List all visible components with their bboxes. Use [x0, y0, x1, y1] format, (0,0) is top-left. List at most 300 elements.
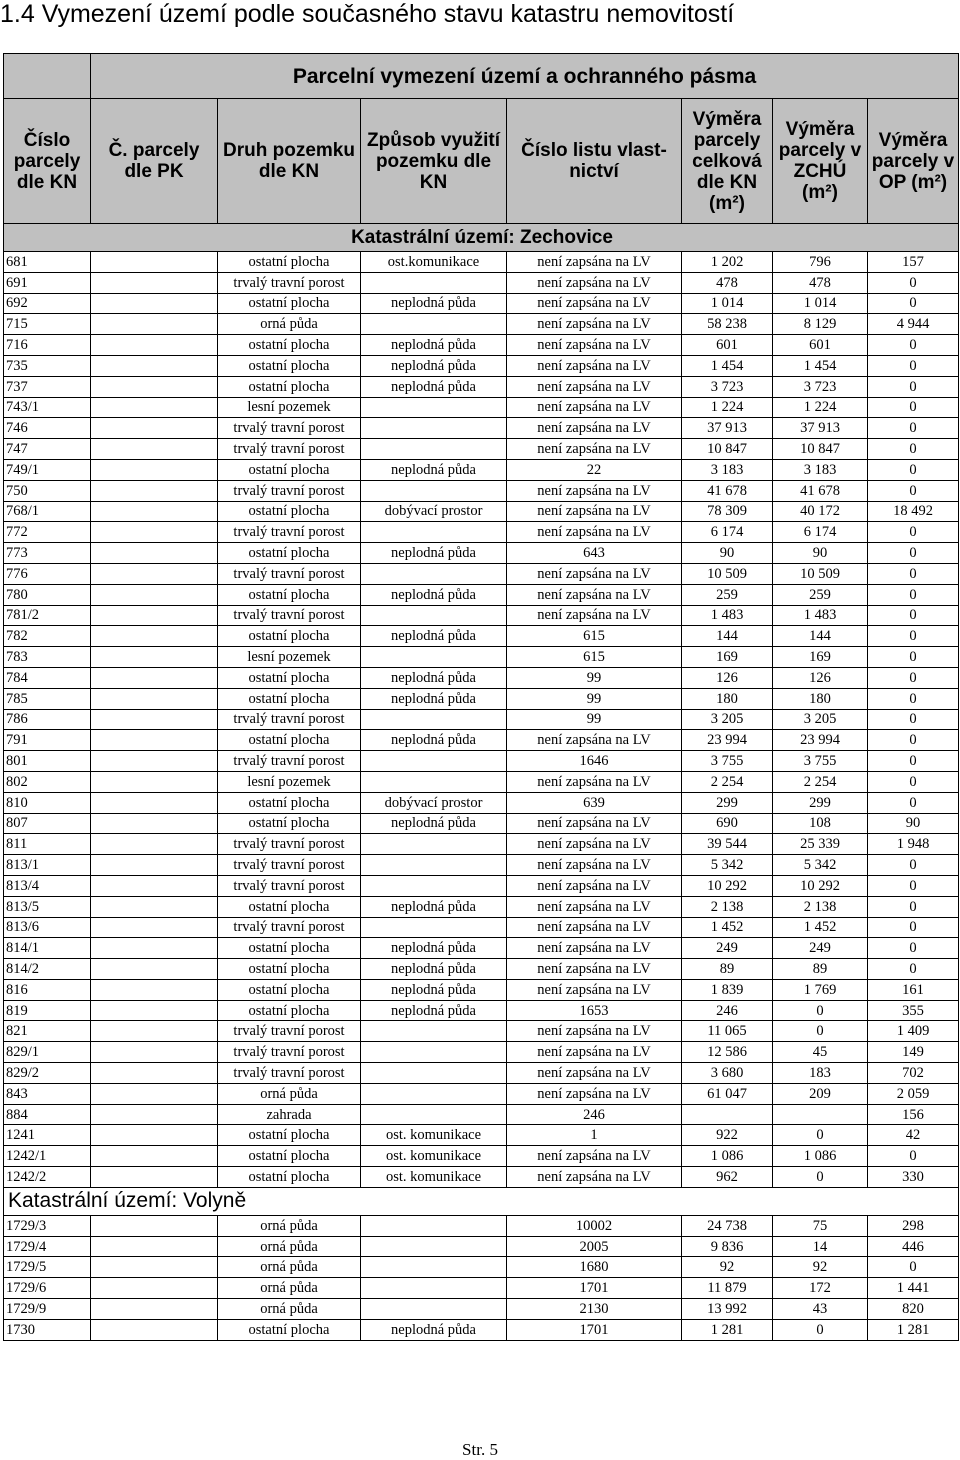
table-cell [682, 1104, 773, 1125]
table-cell: 820 [868, 1299, 959, 1320]
table-cell: není zapsána na LV [507, 959, 682, 980]
table-cell: 773 [4, 543, 91, 564]
table-cell: trvalý travní porost [218, 563, 361, 584]
table-cell: 10 509 [682, 563, 773, 584]
table-cell: 749/1 [4, 459, 91, 480]
table-cell [91, 584, 218, 605]
table-cell: 0 [868, 563, 959, 584]
table-cell: ostatní plocha [218, 688, 361, 709]
table-cell [91, 335, 218, 356]
table-cell: 1729/6 [4, 1278, 91, 1299]
table-cell: 25 339 [773, 834, 868, 855]
table-row [4, 1236, 959, 1257]
section-header [4, 1187, 959, 1215]
header-blank [4, 54, 91, 99]
table-cell: 816 [4, 979, 91, 1000]
table-cell: 299 [682, 792, 773, 813]
col-header-area-op: Výměra parcely v OP (m²) [868, 99, 959, 224]
table-row [4, 626, 959, 647]
table-row [4, 875, 959, 896]
table-cell: 10 292 [773, 875, 868, 896]
table-row [4, 1278, 959, 1299]
table-cell: 0 [868, 397, 959, 418]
table-cell [361, 771, 507, 792]
table-cell: 0 [868, 751, 959, 772]
col-header-parcel-pk: Č. parcely dle PK [91, 99, 218, 224]
table-cell [361, 1215, 507, 1236]
col-header-land-type: Druh pozemku dle KN [218, 99, 361, 224]
table-cell: 157 [868, 252, 959, 273]
table-cell: 183 [773, 1063, 868, 1084]
table-cell [91, 293, 218, 314]
table-cell: 829/1 [4, 1042, 91, 1063]
table-row [4, 917, 959, 938]
table-cell: 42 [868, 1125, 959, 1146]
table-cell [91, 1063, 218, 1084]
table-cell [361, 751, 507, 772]
table-cell: není zapsána na LV [507, 834, 682, 855]
table-cell: 259 [682, 584, 773, 605]
table-cell: 446 [868, 1236, 959, 1257]
table-cell: 821 [4, 1021, 91, 1042]
table-cell: 0 [773, 1319, 868, 1340]
table-cell: 1 409 [868, 1021, 959, 1042]
table-cell: 702 [868, 1063, 959, 1084]
table-cell: ostatní plocha [218, 1000, 361, 1021]
table-cell: zahrada [218, 1104, 361, 1125]
table-cell: 0 [868, 543, 959, 564]
table-cell [361, 917, 507, 938]
table-cell: 246 [507, 1104, 682, 1125]
table-cell: 144 [773, 626, 868, 647]
table-cell [361, 709, 507, 730]
table-row [4, 335, 959, 356]
table-cell: 746 [4, 418, 91, 439]
table-cell: 782 [4, 626, 91, 647]
table-row [4, 584, 959, 605]
table-cell: 10 292 [682, 875, 773, 896]
table-cell: neplodná půda [361, 938, 507, 959]
table-cell: 6 174 [773, 522, 868, 543]
table-cell: není zapsána na LV [507, 1146, 682, 1167]
table-cell [361, 563, 507, 584]
table-cell [91, 459, 218, 480]
section-label: Katastrální území: Volyně [4, 1187, 959, 1215]
table-cell: 172 [773, 1278, 868, 1299]
table-cell: 0 [868, 439, 959, 460]
table-cell: 0 [868, 959, 959, 980]
table-cell: 92 [682, 1257, 773, 1278]
table-cell: 169 [682, 647, 773, 668]
table-cell: není zapsána na LV [507, 1167, 682, 1188]
table-cell: není zapsána na LV [507, 979, 682, 1000]
table-cell [91, 792, 218, 813]
table-cell: ost. komunikace [361, 1146, 507, 1167]
table-cell: 1 014 [773, 293, 868, 314]
table-cell [361, 1083, 507, 1104]
table-cell: ostatní plocha [218, 938, 361, 959]
table-cell: trvalý travní porost [218, 875, 361, 896]
table-header [4, 54, 959, 224]
table-cell: 0 [868, 272, 959, 293]
table-cell: 2 059 [868, 1083, 959, 1104]
table-cell: není zapsána na LV [507, 314, 682, 335]
table-cell: 89 [773, 959, 868, 980]
table-cell: 89 [682, 959, 773, 980]
table-cell [361, 418, 507, 439]
table-cell: není zapsána na LV [507, 418, 682, 439]
table-cell [91, 1215, 218, 1236]
table-cell: 246 [682, 1000, 773, 1021]
table-cell: 45 [773, 1042, 868, 1063]
table-cell: 0 [868, 771, 959, 792]
table-cell: 1 281 [868, 1319, 959, 1340]
table-cell: 0 [868, 376, 959, 397]
table-row [4, 771, 959, 792]
table-cell [91, 688, 218, 709]
table-cell [91, 1146, 218, 1167]
table-cell: 1730 [4, 1319, 91, 1340]
table-row [4, 751, 959, 772]
table-cell: ost.komunikace [361, 252, 507, 273]
table-cell: ostatní plocha [218, 1125, 361, 1146]
table-cell: dobývací prostor [361, 792, 507, 813]
table-row [4, 459, 959, 480]
table-cell: není zapsána na LV [507, 563, 682, 584]
table-cell: 99 [507, 709, 682, 730]
table-cell [91, 1167, 218, 1188]
table-row [4, 730, 959, 751]
table-cell: orná půda [218, 314, 361, 335]
table-cell: ostatní plocha [218, 896, 361, 917]
table-cell: neplodná půda [361, 459, 507, 480]
table-row [4, 709, 959, 730]
table-row [4, 480, 959, 501]
table-cell [91, 1021, 218, 1042]
table-row [4, 272, 959, 293]
table-cell: není zapsána na LV [507, 917, 682, 938]
group-header: Parcelní vymezení území a ochranného pásma [91, 54, 959, 99]
table-cell: 180 [773, 688, 868, 709]
table-row [4, 1125, 959, 1146]
table-cell: neplodná půda [361, 335, 507, 356]
table-cell: 784 [4, 667, 91, 688]
col-header-area-zchu: Výměra parcely v ZCHÚ (m²) [773, 99, 868, 224]
table-cell: dobývací prostor [361, 501, 507, 522]
table-cell: 0 [868, 1146, 959, 1167]
table-cell: neplodná půda [361, 896, 507, 917]
table-row [4, 1083, 959, 1104]
table-cell: 1701 [507, 1278, 682, 1299]
table-cell [91, 397, 218, 418]
table-row [4, 418, 959, 439]
table-cell: není zapsána na LV [507, 272, 682, 293]
table-cell: neplodná půda [361, 293, 507, 314]
table-cell: 3 205 [773, 709, 868, 730]
table-cell: 813/4 [4, 875, 91, 896]
table-cell: 298 [868, 1215, 959, 1236]
table-cell: lesní pozemek [218, 771, 361, 792]
table-row [4, 1146, 959, 1167]
table-cell: orná půda [218, 1278, 361, 1299]
table-cell: 1 086 [773, 1146, 868, 1167]
table-row [4, 834, 959, 855]
table-cell [91, 667, 218, 688]
table-cell: neplodná půda [361, 813, 507, 834]
table-cell [361, 605, 507, 626]
table-cell [91, 418, 218, 439]
table-cell: 692 [4, 293, 91, 314]
table-cell: 2 254 [773, 771, 868, 792]
table-cell: není zapsána na LV [507, 605, 682, 626]
table-cell: 126 [682, 667, 773, 688]
table-cell: 75 [773, 1215, 868, 1236]
table-row [4, 293, 959, 314]
table-cell: trvalý travní porost [218, 709, 361, 730]
table-cell: 41 678 [682, 480, 773, 501]
table-cell: 1729/9 [4, 1299, 91, 1320]
table-cell: 0 [868, 418, 959, 439]
table-cell: 90 [773, 543, 868, 564]
table-row [4, 1042, 959, 1063]
table-cell: 5 342 [773, 855, 868, 876]
table-cell: 716 [4, 335, 91, 356]
table-cell: 299 [773, 792, 868, 813]
table-cell [361, 1299, 507, 1320]
table-cell: 0 [773, 1000, 868, 1021]
table-row [4, 667, 959, 688]
table-cell: 1 769 [773, 979, 868, 1000]
table-cell [91, 917, 218, 938]
table-cell: 58 238 [682, 314, 773, 335]
table-cell: 249 [773, 938, 868, 959]
table-cell: není zapsána na LV [507, 501, 682, 522]
table-cell: trvalý travní porost [218, 751, 361, 772]
table-row [4, 543, 959, 564]
table-cell: ostatní plocha [218, 1167, 361, 1188]
table-cell: ostatní plocha [218, 1146, 361, 1167]
table-cell: 3 183 [682, 459, 773, 480]
table-cell: 781/2 [4, 605, 91, 626]
table-cell: 24 738 [682, 1215, 773, 1236]
table-cell: ost. komunikace [361, 1125, 507, 1146]
table-cell: 249 [682, 938, 773, 959]
table-cell: 22 [507, 459, 682, 480]
table-cell: orná půda [218, 1299, 361, 1320]
table-cell: ostatní plocha [218, 1319, 361, 1340]
table-cell: 99 [507, 667, 682, 688]
table-cell: 1 224 [682, 397, 773, 418]
table-cell: 811 [4, 834, 91, 855]
table-cell: 78 309 [682, 501, 773, 522]
table-cell [91, 501, 218, 522]
table-cell: 3 723 [773, 376, 868, 397]
table-cell: ostatní plocha [218, 459, 361, 480]
table-cell [361, 314, 507, 335]
table-cell: neplodná půda [361, 355, 507, 376]
table-cell: 0 [868, 875, 959, 896]
table-cell: neplodná půda [361, 626, 507, 647]
table-cell [361, 1257, 507, 1278]
table-cell [361, 855, 507, 876]
table-cell [91, 1299, 218, 1320]
table-cell: 40 172 [773, 501, 868, 522]
table-cell [361, 272, 507, 293]
table-cell: 0 [868, 647, 959, 668]
table-cell: 0 [868, 917, 959, 938]
table-cell: 23 994 [773, 730, 868, 751]
table-cell [91, 751, 218, 772]
table-cell: 715 [4, 314, 91, 335]
table-cell: není zapsána na LV [507, 335, 682, 356]
table-cell: 3 205 [682, 709, 773, 730]
table-cell: neplodná půda [361, 688, 507, 709]
table-row [4, 501, 959, 522]
table-cell: neplodná půda [361, 376, 507, 397]
table-row [4, 855, 959, 876]
table-cell: 750 [4, 480, 91, 501]
table-cell: 2 254 [682, 771, 773, 792]
table-cell: 1729/4 [4, 1236, 91, 1257]
table-cell: 829/2 [4, 1063, 91, 1084]
parcel-table-container [3, 53, 958, 1341]
table-cell [91, 1278, 218, 1299]
table-cell [91, 1257, 218, 1278]
table-cell: 786 [4, 709, 91, 730]
table-row [4, 397, 959, 418]
table-row [4, 1257, 959, 1278]
table-cell [773, 1104, 868, 1125]
table-cell [361, 1278, 507, 1299]
table-cell: 3 755 [682, 751, 773, 772]
table-cell: není zapsána na LV [507, 376, 682, 397]
table-cell: není zapsána na LV [507, 355, 682, 376]
table-cell: neplodná půda [361, 979, 507, 1000]
table-cell: orná půda [218, 1236, 361, 1257]
col-header-land-use: Způsob využití pozemku dle KN [361, 99, 507, 224]
table-cell [361, 1063, 507, 1084]
table-cell: 643 [507, 543, 682, 564]
table-cell: 12 586 [682, 1042, 773, 1063]
table-cell: 0 [868, 335, 959, 356]
table-cell: není zapsána na LV [507, 896, 682, 917]
table-cell [91, 272, 218, 293]
table-cell: 1 948 [868, 834, 959, 855]
table-cell: ostatní plocha [218, 355, 361, 376]
table-cell: ostatní plocha [218, 813, 361, 834]
table-cell: trvalý travní porost [218, 522, 361, 543]
table-cell: 1 [507, 1125, 682, 1146]
table-cell [91, 834, 218, 855]
table-cell [91, 376, 218, 397]
table-cell: 1 452 [773, 917, 868, 938]
table-body [4, 224, 959, 1341]
table-cell [91, 647, 218, 668]
table-cell: lesní pozemek [218, 647, 361, 668]
table-cell: 41 678 [773, 480, 868, 501]
table-cell: 843 [4, 1083, 91, 1104]
table-cell: 783 [4, 647, 91, 668]
table-cell: 0 [868, 730, 959, 751]
table-cell: 259 [773, 584, 868, 605]
table-cell: 6 174 [682, 522, 773, 543]
table-row [4, 376, 959, 397]
table-cell: 601 [773, 335, 868, 356]
table-cell: 1 454 [682, 355, 773, 376]
table-cell: 4 944 [868, 314, 959, 335]
page-number: Str. 5 [462, 1440, 498, 1459]
table-row [4, 1215, 959, 1236]
table-cell: 802 [4, 771, 91, 792]
table-cell [91, 730, 218, 751]
table-cell: 1 086 [682, 1146, 773, 1167]
table-row [4, 792, 959, 813]
table-cell: trvalý travní porost [218, 1063, 361, 1084]
section-header [4, 224, 959, 252]
table-row [4, 1167, 959, 1188]
table-cell: 0 [868, 855, 959, 876]
table-cell: 2005 [507, 1236, 682, 1257]
table-cell [361, 1236, 507, 1257]
table-cell: 90 [682, 543, 773, 564]
table-cell: 37 913 [773, 418, 868, 439]
table-row [4, 938, 959, 959]
table-cell: 922 [682, 1125, 773, 1146]
table-cell: 11 065 [682, 1021, 773, 1042]
table-cell: ostatní plocha [218, 335, 361, 356]
table-row [4, 522, 959, 543]
table-cell [91, 1083, 218, 1104]
table-cell: neplodná půda [361, 543, 507, 564]
table-cell: neplodná půda [361, 959, 507, 980]
table-cell: 615 [507, 626, 682, 647]
table-cell: ostatní plocha [218, 792, 361, 813]
table-cell: 180 [682, 688, 773, 709]
table-cell: ost. komunikace [361, 1167, 507, 1188]
table-cell: ostatní plocha [218, 543, 361, 564]
table-cell: není zapsána na LV [507, 584, 682, 605]
table-row [4, 647, 959, 668]
table-cell [91, 1104, 218, 1125]
parcel-table [3, 53, 959, 1341]
table-cell: lesní pozemek [218, 397, 361, 418]
table-cell: orná půda [218, 1083, 361, 1104]
table-cell [361, 1021, 507, 1042]
table-cell: 737 [4, 376, 91, 397]
table-cell: 144 [682, 626, 773, 647]
table-cell [91, 1236, 218, 1257]
table-cell: není zapsána na LV [507, 1063, 682, 1084]
table-cell: trvalý travní porost [218, 480, 361, 501]
table-cell: trvalý travní porost [218, 834, 361, 855]
table-cell [91, 605, 218, 626]
table-cell: 2 138 [682, 896, 773, 917]
table-cell: neplodná půda [361, 584, 507, 605]
table-cell [361, 439, 507, 460]
table-cell: trvalý travní porost [218, 1021, 361, 1042]
table-cell: trvalý travní porost [218, 272, 361, 293]
table-row [4, 1021, 959, 1042]
table-cell: 1729/5 [4, 1257, 91, 1278]
table-cell: 0 [868, 605, 959, 626]
col-header-lv-number: Číslo listu vlast-nictví [507, 99, 682, 224]
table-cell: 156 [868, 1104, 959, 1125]
table-cell: 1680 [507, 1257, 682, 1278]
table-cell: ostatní plocha [218, 959, 361, 980]
table-row [4, 813, 959, 834]
table-cell: 0 [868, 1257, 959, 1278]
table-row [4, 688, 959, 709]
